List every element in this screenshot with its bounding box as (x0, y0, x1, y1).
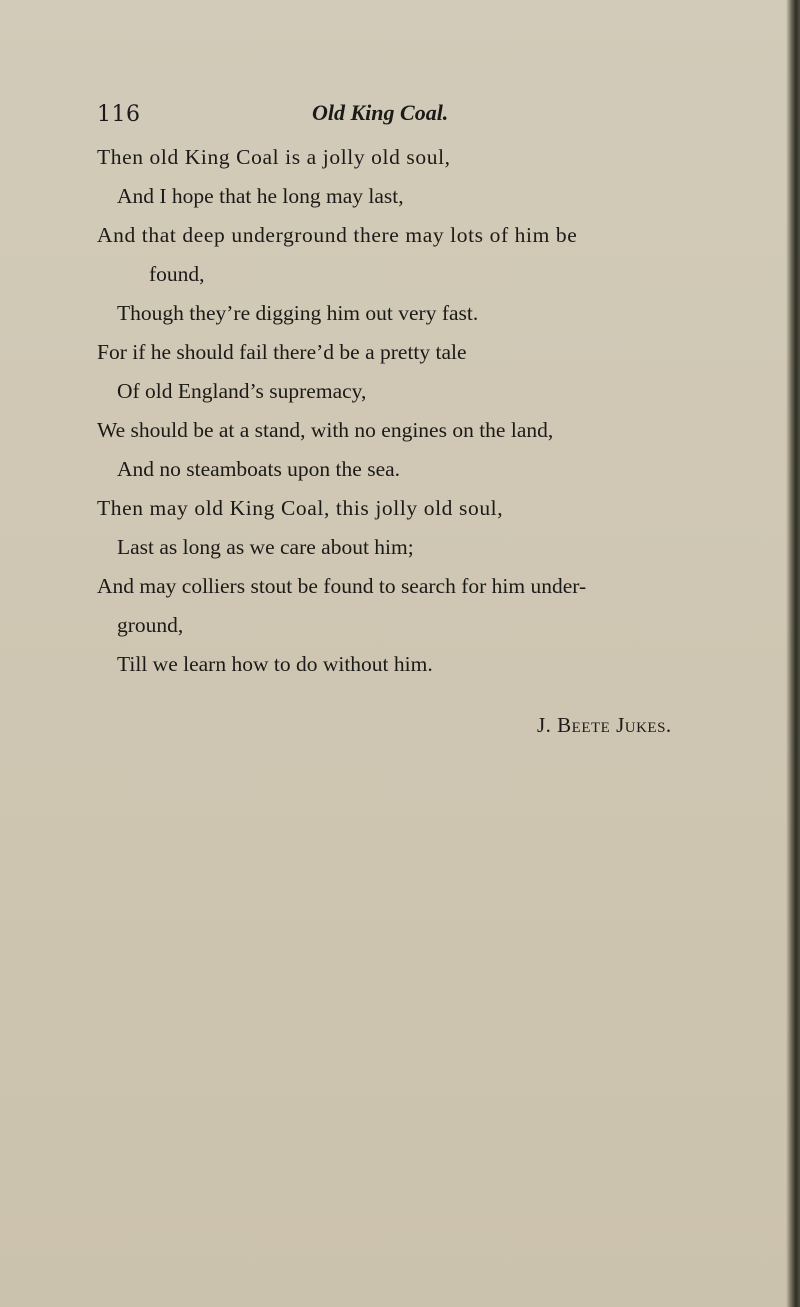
poem-line: We should be at a stand, with no engines on the land, (97, 418, 554, 442)
poem-line: Then old King Coal is a jolly old soul, (97, 145, 451, 169)
poem-line: Of old England’s supremacy, (117, 379, 367, 403)
poem-body (97, 138, 767, 684)
poem-line: And I hope that he long may last, (117, 184, 404, 208)
poem-line: Though they’re digging him out very fast. (117, 301, 479, 325)
poem-line: And no steamboats upon the sea. (117, 457, 401, 481)
poem-line: And may colliers stout be found to search for him under- (97, 574, 587, 598)
page-number: 116 (97, 102, 141, 127)
running-head: Old King Coal. (312, 100, 449, 125)
author-signature: J. Beete Jukes. (537, 713, 672, 737)
poem-line: Then may old King Coal, this jolly old soul, (97, 496, 504, 520)
book-binding-edge (786, 0, 800, 1307)
poem-line: found, (149, 262, 205, 286)
poem-line: Till we learn how to do without him. (117, 652, 433, 676)
poem-line: For if he should fail there’d be a pretty tale (97, 340, 467, 364)
poem-line: ground, (117, 613, 184, 637)
poem-line: Last as long as we care about him; (117, 535, 414, 559)
poem-line: And that deep underground there may lots of him be (97, 223, 578, 247)
